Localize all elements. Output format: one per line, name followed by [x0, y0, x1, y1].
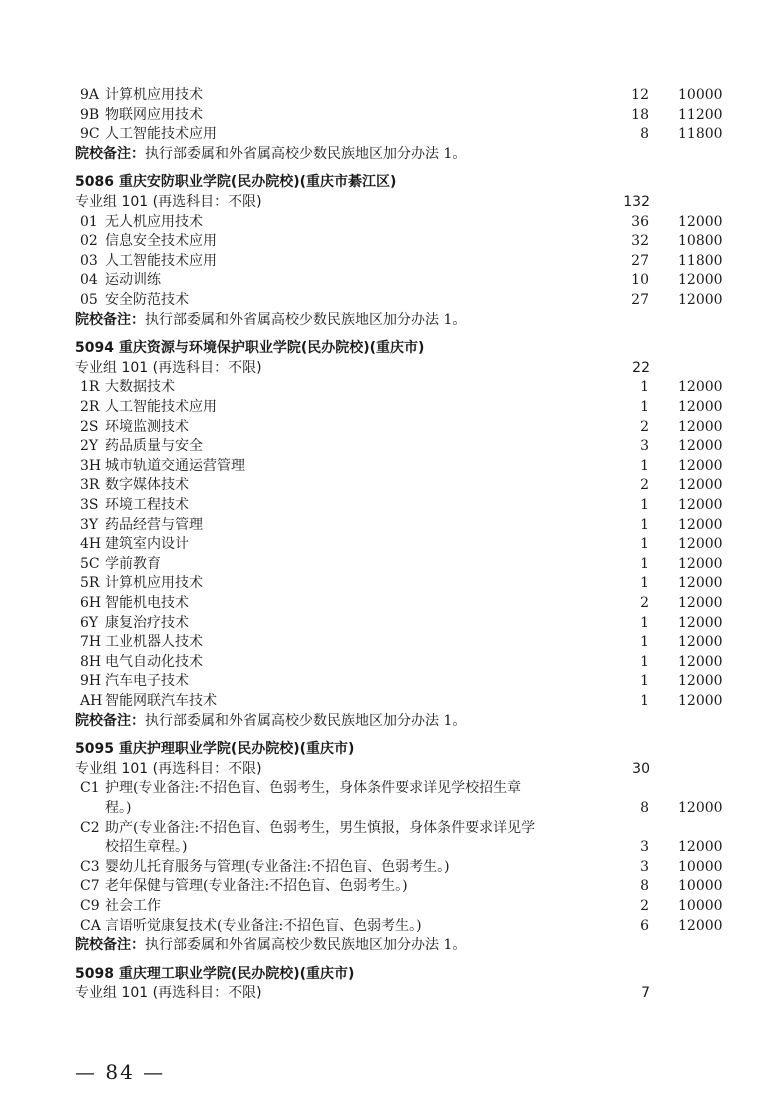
plan-count: 1	[640, 379, 649, 396]
major-row	[0, 574, 777, 594]
tuition-fee: 12000	[678, 292, 723, 308]
plan-count: 1	[640, 634, 649, 651]
tuition-fee: 12000	[678, 272, 723, 289]
school-header-row	[0, 740, 777, 760]
tuition-fee: 10000	[678, 898, 723, 914]
tuition-fee: 10000	[678, 878, 723, 895]
group-label: 专业组 101 (再选科目：不限)	[75, 985, 262, 1002]
plan-count: 1	[640, 673, 649, 690]
plan-count: 2	[640, 595, 649, 611]
plan-count: 27	[631, 292, 649, 308]
major-name: 环境监测技术	[105, 418, 189, 435]
major-name: 人工智能技术应用	[105, 252, 217, 269]
tuition-fee: 11200	[678, 106, 723, 123]
tuition-fee: 12000	[678, 438, 723, 455]
group-label: 专业组 101 (再选科目：不限)	[75, 760, 262, 777]
major-code: 6Y	[80, 614, 99, 631]
major-name: 智能网联汽车技术	[105, 693, 217, 709]
major-code: 2R	[80, 399, 100, 415]
school-remark-row	[0, 311, 777, 331]
major-code: 9A	[80, 87, 100, 103]
school-name: 5094 重庆资源与环境保护职业学院(民办院校)(重庆市)	[75, 340, 425, 357]
school-remark-row	[0, 712, 777, 732]
tuition-fee: 10800	[678, 233, 723, 250]
plan-count: 1	[640, 653, 649, 670]
major-row	[0, 476, 777, 496]
major-name: 计算机应用技术	[105, 87, 203, 103]
major-row	[0, 457, 777, 477]
remark-text: 执行部委属和外省属高校少数民族地区加分办法 1。	[145, 311, 467, 328]
major-code: CA	[80, 917, 101, 934]
major-row	[0, 291, 777, 311]
plan-count: 18	[631, 106, 649, 123]
school-header-row	[0, 339, 777, 359]
major-code: C1	[80, 780, 100, 797]
major-code: 05	[80, 292, 98, 308]
school-name: 5095 重庆护理职业学院(民办院校)(重庆市)	[75, 741, 355, 758]
plan-count: 1	[640, 693, 649, 709]
remark-label: 院校备注：	[75, 311, 145, 328]
major-code: 8H	[80, 653, 102, 670]
major-code: 3S	[80, 497, 99, 513]
major-name: 城市轨道交通运营管理	[105, 457, 245, 474]
major-row	[0, 917, 777, 937]
tuition-fee: 12000	[678, 839, 723, 856]
plan-count: 6	[640, 917, 649, 934]
major-row	[0, 692, 777, 712]
major-row	[0, 555, 777, 575]
plan-count: 3	[640, 858, 649, 875]
major-code: C2	[80, 819, 100, 836]
major-code: 2S	[80, 418, 99, 435]
major-name: 物联网应用技术	[105, 106, 203, 123]
major-code: 1R	[80, 379, 100, 396]
major-name: 校招生章程。)	[105, 839, 188, 856]
group-count: 7	[641, 985, 650, 1002]
plan-count: 12	[631, 87, 649, 103]
major-code: 3H	[80, 457, 102, 474]
plan-count: 2	[640, 418, 649, 435]
major-code: 5R	[80, 575, 100, 592]
group-count: 132	[623, 194, 650, 210]
major-row	[0, 437, 777, 457]
major-row	[0, 672, 777, 692]
tuition-fee: 10000	[678, 87, 723, 103]
major-row	[0, 398, 777, 418]
major-row	[0, 496, 777, 516]
tuition-fee: 12000	[678, 399, 723, 415]
major-code: 7H	[80, 634, 102, 651]
plan-count: 1	[640, 614, 649, 631]
tuition-fee: 12000	[678, 516, 723, 533]
tuition-fee: 12000	[678, 800, 723, 816]
plan-count: 1	[640, 575, 649, 592]
major-name: 学前教育	[105, 555, 161, 572]
school-header-row	[0, 173, 777, 193]
major-row	[0, 897, 777, 917]
remark-label: 院校备注：	[75, 145, 145, 162]
major-code: 3R	[80, 477, 100, 494]
school-remark	[75, 936, 466, 956]
plan-count: 32	[631, 233, 649, 250]
major-code: 02	[80, 233, 98, 250]
major-row	[0, 858, 777, 878]
tuition-fee: 11800	[678, 252, 723, 269]
major-name: 药品经营与管理	[105, 516, 203, 533]
major-code: 3Y	[80, 516, 99, 533]
tuition-fee: 12000	[678, 213, 723, 230]
major-row	[0, 614, 777, 634]
plan-count: 2	[640, 477, 649, 494]
major-row	[0, 594, 777, 614]
major-group-row	[0, 193, 777, 213]
school-name: 5098 重庆理工职业学院(民办院校)(重庆市)	[75, 965, 355, 982]
plan-count: 1	[640, 555, 649, 572]
major-name: 电气自动化技术	[105, 653, 203, 670]
major-code: 9B	[80, 106, 100, 123]
major-group-row	[0, 984, 777, 1004]
tuition-fee: 10000	[678, 858, 723, 875]
major-row	[0, 516, 777, 536]
major-row	[0, 653, 777, 673]
school-remark	[75, 311, 466, 331]
major-code: C9	[80, 898, 100, 914]
page-number: — 84 —	[75, 1060, 166, 1084]
major-name: 助产(专业备注:不招色盲、色弱考生，男生慎报，身体条件要求详见学	[105, 819, 536, 836]
remark-label: 院校备注：	[75, 712, 145, 729]
major-row	[0, 799, 777, 819]
major-code: 04	[80, 272, 98, 289]
major-name: 人工智能技术应用	[105, 126, 217, 143]
school-remark	[75, 145, 466, 165]
tuition-fee: 12000	[678, 653, 723, 670]
major-name: 汽车电子技术	[105, 673, 189, 690]
major-name: 大数据技术	[105, 379, 175, 396]
plan-count: 1	[640, 516, 649, 533]
tuition-fee: 12000	[678, 634, 723, 651]
group-count: 22	[632, 359, 650, 376]
school-remark-row	[0, 145, 777, 165]
school-remark	[75, 712, 466, 732]
major-name: 智能机电技术	[105, 595, 189, 611]
tuition-fee: 12000	[678, 379, 723, 396]
tuition-fee: 12000	[678, 614, 723, 631]
major-name: 无人机应用技术	[105, 213, 203, 230]
major-name: 安全防范技术	[105, 292, 189, 308]
major-row	[0, 232, 777, 252]
major-row	[0, 535, 777, 555]
remark-text: 执行部委属和外省属高校少数民族地区加分办法 1。	[145, 145, 467, 162]
group-label: 专业组 101 (再选科目：不限)	[75, 359, 262, 376]
major-name: 运动训练	[105, 272, 161, 289]
major-code: 9C	[80, 126, 100, 143]
tuition-fee: 12000	[678, 555, 723, 572]
major-group-row	[0, 760, 777, 780]
major-row	[0, 779, 777, 799]
major-row	[0, 213, 777, 233]
major-code: 9H	[80, 673, 102, 690]
major-name: 环境工程技术	[105, 497, 189, 513]
major-row	[0, 271, 777, 291]
plan-count: 10	[631, 272, 649, 289]
plan-count: 1	[640, 399, 649, 415]
group-count: 30	[632, 760, 650, 777]
major-name: 数字媒体技术	[105, 477, 189, 494]
major-group-row	[0, 359, 777, 379]
major-code: 03	[80, 252, 98, 269]
major-name: 护理(专业备注:不招色盲、色弱考生，身体条件要求详见学校招生章	[105, 780, 522, 797]
major-code: C3	[80, 858, 100, 875]
major-row	[0, 106, 777, 126]
major-name: 言语听觉康复技术(专业备注:不招色盲、色弱考生。)	[105, 917, 422, 934]
tuition-fee: 12000	[678, 595, 723, 611]
major-row	[0, 877, 777, 897]
tuition-fee: 12000	[678, 457, 723, 474]
major-name: 人工智能技术应用	[105, 399, 217, 415]
major-code: 01	[80, 213, 98, 230]
major-name: 工业机器人技术	[105, 634, 203, 651]
plan-count: 27	[631, 252, 649, 269]
tuition-fee: 12000	[678, 693, 723, 709]
plan-count: 2	[640, 898, 649, 914]
major-row	[0, 86, 777, 106]
major-row	[0, 633, 777, 653]
plan-count: 1	[640, 536, 649, 553]
tuition-fee: 12000	[678, 418, 723, 435]
major-name: 程。)	[105, 800, 132, 816]
major-code: AH	[80, 693, 103, 709]
plan-count: 1	[640, 457, 649, 474]
plan-count: 8	[640, 878, 649, 895]
tuition-fee: 12000	[678, 536, 723, 553]
major-name: 建筑室内设计	[105, 536, 189, 553]
remark-label: 院校备注：	[75, 937, 145, 954]
tuition-fee: 11800	[678, 126, 723, 143]
plan-count: 8	[640, 800, 649, 816]
major-name: 社会工作	[105, 898, 161, 914]
major-name: 婴幼儿托育服务与管理(专业备注:不招色盲、色弱考生。)	[105, 858, 450, 875]
major-code: 2Y	[80, 438, 99, 455]
major-name: 计算机应用技术	[105, 575, 203, 592]
tuition-fee: 12000	[678, 673, 723, 690]
major-row	[0, 838, 777, 858]
major-name: 康复治疗技术	[105, 614, 189, 631]
school-header-row	[0, 965, 777, 985]
major-row	[0, 418, 777, 438]
remark-text: 执行部委属和外省属高校少数民族地区加分办法 1。	[145, 937, 467, 954]
plan-count: 8	[640, 126, 649, 143]
school-remark-row	[0, 936, 777, 956]
major-row	[0, 252, 777, 272]
major-row	[0, 819, 777, 839]
plan-count: 3	[640, 839, 649, 856]
major-row	[0, 125, 777, 145]
tuition-fee: 12000	[678, 575, 723, 592]
remark-text: 执行部委属和外省属高校少数民族地区加分办法 1。	[145, 712, 467, 729]
plan-count: 1	[640, 497, 649, 513]
plan-count: 36	[631, 213, 649, 230]
major-code: 4H	[80, 536, 102, 553]
group-label: 专业组 101 (再选科目：不限)	[75, 194, 262, 210]
major-name: 药品质量与安全	[105, 438, 203, 455]
major-name: 老年保健与管理(专业备注:不招色盲、色弱考生。)	[105, 878, 408, 895]
tuition-fee: 12000	[678, 917, 723, 934]
major-name: 信息安全技术应用	[105, 233, 217, 250]
tuition-fee: 12000	[678, 477, 723, 494]
major-row	[0, 378, 777, 398]
plan-count: 3	[640, 438, 649, 455]
major-code: 5C	[80, 555, 100, 572]
tuition-fee: 12000	[678, 497, 723, 513]
school-name: 5086 重庆安防职业学院(民办院校)(重庆市綦江区)	[75, 174, 397, 191]
major-code: C7	[80, 878, 100, 895]
major-code: 6H	[80, 595, 102, 611]
